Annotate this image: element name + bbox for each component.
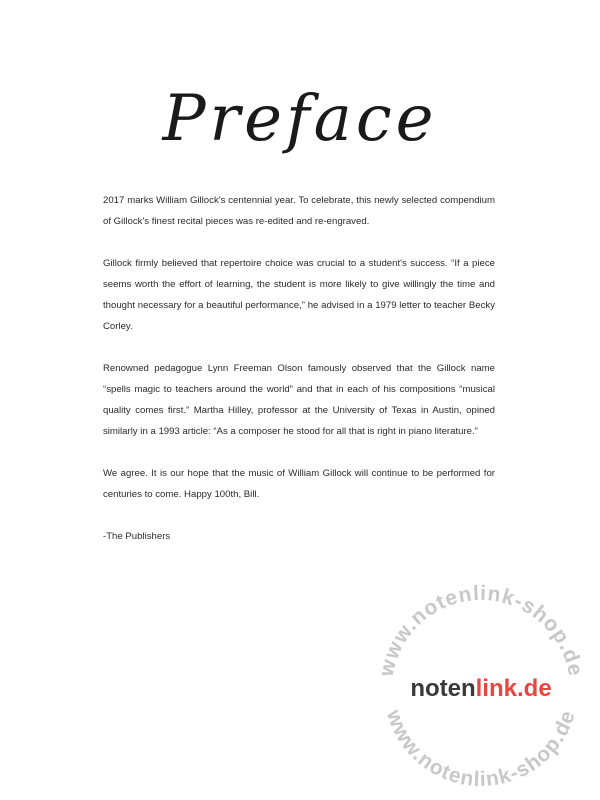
watermark-svg (370, 578, 592, 800)
page-title: Preface (162, 82, 438, 156)
paragraph-3: Renowned pedagogue Lynn Freeman Olson famously observed that the Gillock name “spells magic to teachers around the world” and that in each of his compositions “musical quality comes first.” Martha Hilley, professor at the University of Texas in Austin, opined similarly in a 1993 article: “As a composer he stood for all that is right in piano literature.” (103, 363, 495, 437)
preface-body (103, 190, 495, 547)
preface-heading (150, 70, 450, 170)
preface-heading-svg (150, 70, 450, 170)
signature: -The Publishers (103, 531, 171, 542)
watermark-stamp (370, 578, 592, 800)
paragraph-2: Gillock firmly believed that repertoire choice was crucial to a student's success. “If a piece seems worth the effort of learning, the student is more likely to give willingly the time and thought necessary for a beautiful performance,” he advised in a 1979 letter to teacher Becky Corley. (103, 258, 495, 332)
watermark-logo-dark: noten (410, 675, 476, 702)
watermark-ring-top: www.notenlink-shop.de (374, 581, 588, 679)
watermark-ring-bottom: www.notenlink-shop.de (381, 706, 580, 792)
paragraph-4: We agree. It is our hope that the music of William Gillock will continue to be performed for centuries to come. Happy 100th, Bill. (103, 468, 495, 500)
paragraph-1: 2017 marks William Gillock's centennial year. To celebrate, this newly selected compendium of Gillock's finest recital pieces was re-edited and re-engraved. (103, 195, 495, 227)
watermark-logo-red: link.de (475, 675, 552, 702)
watermark-logo (410, 675, 551, 702)
